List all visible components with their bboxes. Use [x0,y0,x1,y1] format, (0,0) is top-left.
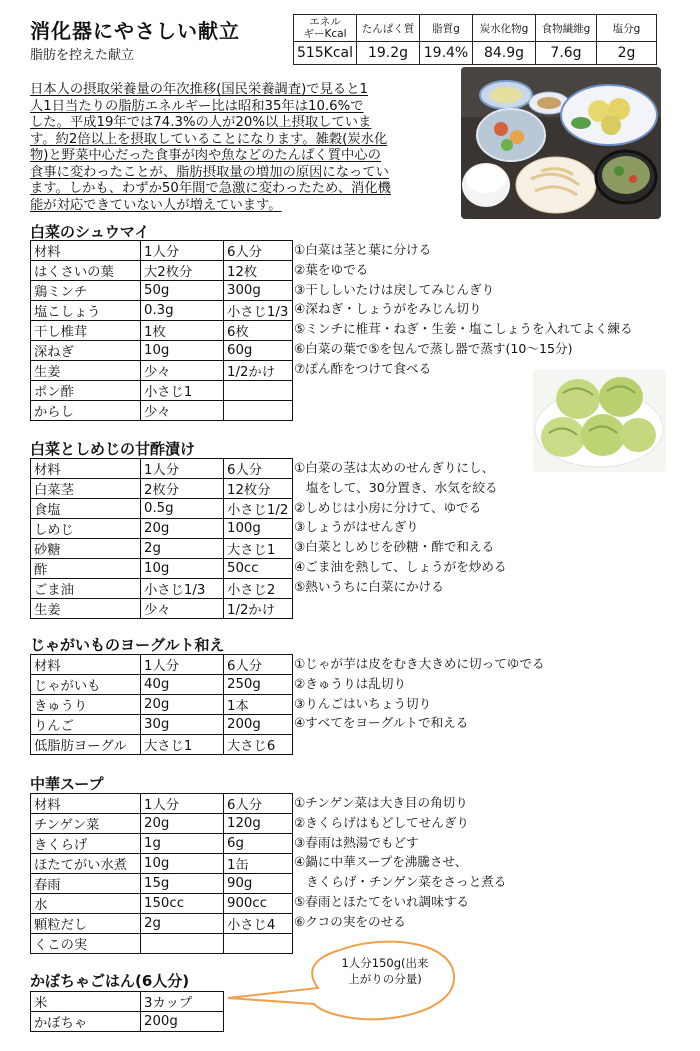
table-cell: ポン酢 [31,381,141,401]
step-item: ⑥クコの実をのせる [294,913,406,929]
table-cell: 小さじ1/3 [224,301,293,321]
table-cell: きくらげ [31,834,141,854]
table-cell: 春雨 [31,874,141,894]
table-cell: からし [31,401,141,421]
nutrition-header-fat: 脂質g [420,15,473,42]
table-cell: 1人分 [141,241,224,261]
ingredient-table-shumai [30,240,293,421]
ingredient-table-potato-yogurt [30,654,293,755]
table-cell: 300g [224,281,293,301]
table-cell: 大さじ1 [224,539,293,559]
step-item: ④ごま油を熱して、しょうがを炒める [294,558,507,574]
table-cell: 6人分 [224,241,293,261]
intro-line: した。平成19年では74.3%の人が20%以上摂取していま [30,115,372,130]
ingredient-table-pumpkin-rice [30,991,224,1032]
step-item: ④深ねぎ・しょうがをみじん切り [294,301,482,317]
table-cell: 食塩 [31,499,141,519]
table-cell: 6人分 [224,794,293,814]
table-cell: 深ねぎ [31,341,141,361]
step-item: ⑤ミンチに椎茸・ねぎ・生姜・塩こしょうを入れてよく練る [294,321,633,337]
ingredient-table-pickled-cabbage [30,458,293,619]
table-cell: 250g [224,675,293,695]
table-row [31,735,293,755]
intro-line: 能が対応できていない人が増えています。 [30,197,282,213]
recipe-title-shumai: 白菜のシュウマイ [30,223,150,241]
table-cell: 生姜 [31,599,141,619]
recipe-title-pumpkin-rice: かぼちゃごはん(6人分) [30,972,190,990]
table-row [31,301,293,321]
table-cell: 10g [141,559,224,579]
table-cell: 小さじ1 [141,381,224,401]
table-row [31,1012,224,1032]
table-cell: 1缶 [224,854,293,874]
table-row [31,539,293,559]
table-cell: 10g [141,341,224,361]
table-cell: 水 [31,894,141,914]
table-cell: 20g [141,814,224,834]
table-row [31,874,293,894]
table-cell: チンゲン菜 [31,814,141,834]
steps-pickled-cabbage [294,458,507,597]
table-cell: 2枚分 [141,479,224,499]
meal-photo [461,67,661,219]
table-cell: 酢 [31,559,141,579]
nutrition-value-salt: 2g [597,42,657,65]
table-cell: りんご [31,715,141,735]
nutrition-value-protein: 19.2g [357,42,420,65]
table-row [31,499,293,519]
steps-shumai [294,240,633,379]
step-item: ③白菜としめじを砂糖・酢で和える [294,539,495,555]
table-cell: 1本 [224,695,293,715]
table-cell: くこの実 [31,934,141,954]
table-header-row [31,655,293,675]
table-cell: 少々 [141,401,224,421]
step-item: ①白菜の茎は太めのせんぎりにし、 [294,460,495,475]
table-row [31,675,293,695]
table-cell: しめじ [31,519,141,539]
step-item: ⑥白菜の葉で⑤を包んで蒸し器で蒸す(10～15分) [294,340,573,356]
table-row [31,894,293,914]
steps-chinese-soup [294,793,506,932]
step-item: ①白菜は茎と葉に分ける [294,242,432,257]
step-item: ⑤熱いうちに白菜にかける [294,578,444,594]
steps-potato-yogurt [294,654,545,733]
table-cell: 米 [31,992,141,1012]
table-row [31,599,293,619]
table-cell: 小さじ2 [224,579,293,599]
ingredient-table-chinese-soup [30,793,293,954]
table-cell: 150cc [141,894,224,914]
table-cell: 30g [141,715,224,735]
step-item: ②葉をゆでる [294,261,369,277]
table-cell: 1人分 [141,794,224,814]
nutrition-value-fat: 19.4% [420,42,473,65]
table-row [31,854,293,874]
table-cell: 90g [224,874,293,894]
table-cell: 200g [224,715,293,735]
step-item: ③しょうがはせんぎり [294,519,419,535]
table-cell: 低脂肪ヨーグル [31,735,141,755]
step-item: ②きゅうりは乱切り [294,675,407,691]
table-header-row [31,241,293,261]
step-item: ①チンゲン菜は大き目の角切り [294,795,468,810]
table-cell: 60g [224,341,293,361]
table-row [31,579,293,599]
table-cell: 材料 [31,241,141,261]
table-cell: 6人分 [224,655,293,675]
step-item: ③りんごはいちょう切り [294,695,432,711]
table-cell: 鶏ミンチ [31,281,141,301]
nutrition-value-row [294,42,657,65]
table-cell: 1人分 [141,655,224,675]
table-cell: 材料 [31,794,141,814]
step-item: 塩をして、30分置き、水気を絞る [294,479,498,495]
table-row [31,695,293,715]
nutrition-value-fiber: 7.6g [536,42,597,65]
table-cell: きゅうり [31,695,141,715]
table-cell: ごま油 [31,579,141,599]
table-cell: 大さじ1 [141,735,224,755]
table-cell: 12枚分 [224,479,293,499]
table-cell: 3カップ [141,992,224,1012]
table-row [31,281,293,301]
step-item: きくらげ・チンゲン菜をさっと煮る [294,874,507,890]
table-header-row [31,459,293,479]
table-cell: 材料 [31,655,141,675]
recipe-title-chinese-soup: 中華スープ [30,775,104,793]
table-row [31,992,224,1012]
intro-line: 食事に変わったことが、脂肪摂取量の増加の原因になってい [30,164,389,180]
table-row [31,834,293,854]
table-row [31,321,293,341]
table-cell: 0.3g [141,301,224,321]
intro-paragraph [30,82,430,214]
nutrition-header-energy: エネル ギーKcal [294,15,357,42]
nutrition-value-carbs: 84.9g [473,42,536,65]
intro-line: ます。しかも、わずか50年間で急激に変わったため、消化機 [30,181,391,196]
callout-line: 1人分150g(出来 [341,956,429,970]
callout-text [330,955,440,987]
table-cell: 大2枚分 [141,261,224,281]
table-cell: 干し椎茸 [31,321,141,341]
table-row [31,914,293,934]
table-cell: 1/2かけ [224,361,293,381]
table-cell: 大さじ6 [224,735,293,755]
table-cell: 120g [224,814,293,834]
table-row [31,261,293,281]
table-header-row [31,794,293,814]
shumai-photo [533,369,666,472]
table-cell: 50cc [224,559,293,579]
table-row [31,381,293,401]
table-row [31,715,293,735]
table-cell: 15g [141,874,224,894]
table-cell: かぼちゃ [31,1012,141,1032]
step-item: ②しめじは小房に分けて、ゆでる [294,499,482,515]
table-row [31,814,293,834]
table-cell: 2g [141,539,224,559]
table-cell: 6g [224,834,293,854]
table-row [31,479,293,499]
table-row [31,519,293,539]
intro-line: 物)と野菜中心だった食事が肉や魚などのたんぱく質中心の [30,148,381,163]
intro-line: す。約2倍以上を摂取していることになります。雑穀(炭水化 [30,131,388,147]
table-cell: 40g [141,675,224,695]
step-item: ②きくらげはもどしてせんぎり [294,814,470,830]
nutrition-header-row [294,15,657,42]
table-cell: 白菜茎 [31,479,141,499]
table-cell: 0.5g [141,499,224,519]
table-row [31,559,293,579]
table-row [31,401,293,421]
table-cell: 20g [141,695,224,715]
nutrition-header-salt: 塩分g [597,15,657,42]
table-cell: 顆粒だし [31,914,141,934]
table-row [31,341,293,361]
table-cell: ほたてがい水煮 [31,854,141,874]
table-cell: 200g [141,1012,224,1032]
table-cell: 小さじ1/3 [141,579,224,599]
step-item: ③干ししいたけは戻してみじんぎり [294,281,495,297]
nutrition-header-carbs: 炭水化物g [473,15,536,42]
table-row [31,361,293,381]
table-cell: 小さじ4 [224,914,293,934]
nutrition-header-protein: たんぱく質 [357,15,420,42]
step-item: ③春雨は熱湯でもどす [294,834,419,850]
nutrition-value-energy: 515Kcal [294,42,357,65]
table-cell: 100g [224,519,293,539]
table-cell: はくさいの葉 [31,261,141,281]
table-cell: 材料 [31,459,141,479]
step-item: ④すべてをヨーグルトで和える [294,715,469,731]
step-item: ④鍋に中華スープを沸騰させ、 [294,854,468,870]
table-cell: 2g [141,914,224,934]
table-cell [141,934,224,954]
table-cell: 1枚 [141,321,224,341]
step-item: ⑤春雨とほたてをいれ調味する [294,893,470,909]
nutrition-header-fiber: 食物繊維g [536,15,597,42]
table-cell: 12枚 [224,261,293,281]
intro-line: 人1日当たりの脂肪エネルギー比は昭和35年は10.6%で [30,98,364,114]
page-title: 消化器にやさしい献立 [30,19,240,43]
step-item: ⑦ぽん酢をつけて食べる [294,360,432,376]
step-item: ①じゃが芋は皮をむき大きめに切ってゆでる [294,656,545,671]
table-cell: 6人分 [224,459,293,479]
recipe-title-potato-yogurt: じゃがいものヨーグルト和え [30,636,225,654]
table-cell: 1/2かけ [224,599,293,619]
intro-line: 日本人の摂取栄養量の年次推移(国民栄養調査)で見ると1 [30,82,368,97]
table-cell [224,401,293,421]
callout-line: 上がりの分量) [348,972,422,986]
table-cell: 少々 [141,361,224,381]
table-cell: じゃがいも [31,675,141,695]
table-cell: 砂糖 [31,539,141,559]
page-subtitle: 脂肪を控えた献立 [30,48,135,63]
table-cell: 塩こしょう [31,301,141,321]
table-cell: 小さじ1/2 [224,499,293,519]
table-cell: 1人分 [141,459,224,479]
table-cell: 50g [141,281,224,301]
recipe-title-pickled-cabbage: 白菜としめじの甘酢漬け [30,440,196,458]
table-cell: 6枚 [224,321,293,341]
table-cell: 20g [141,519,224,539]
table-cell: 10g [141,854,224,874]
table-cell: 生姜 [31,361,141,381]
table-cell: 900cc [224,894,293,914]
nutrition-table [293,14,657,65]
table-cell: 少々 [141,599,224,619]
table-cell: 1g [141,834,224,854]
table-cell [224,381,293,401]
